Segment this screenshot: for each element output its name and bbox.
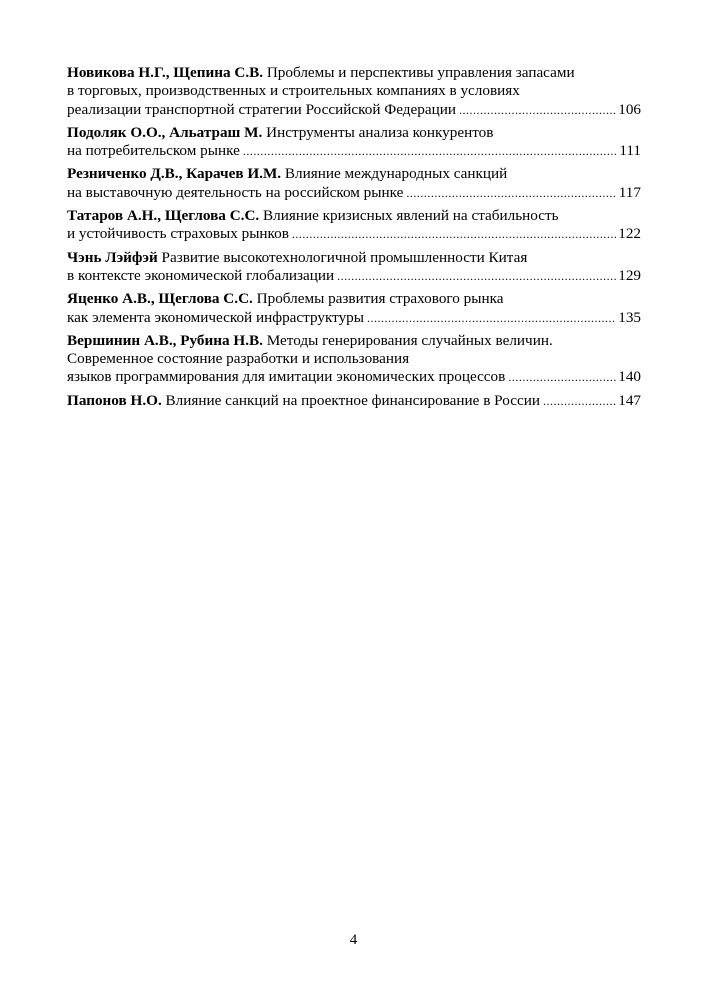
toc-entry-authors: Папонов Н.О. [67,391,162,409]
toc-entry[interactable] [67,124,641,161]
toc-entry-page: 122 [618,225,641,243]
toc-entry-authors: Новикова Н.Г., Щепина С.В. [67,64,264,81]
toc-entry-authors: Чэнь Лэйфэй [67,248,158,266]
toc-entry-title: Влияние международных санкций [284,165,508,183]
toc-entry-page: 106 [618,100,641,118]
toc-entry-line [67,290,641,308]
toc-entry[interactable] [67,290,641,327]
toc-entry-page: 135 [618,308,641,326]
toc-entry-line [67,309,641,327]
toc-entry-authors: Вершинин А.В., Рубина Н.В. [67,331,263,349]
toc-entry-title: и устойчивость страховых рынков [67,225,289,243]
toc-entry[interactable] [67,165,641,202]
toc-entry-authors: Подоляк О.О., Альатраш М. [67,123,263,141]
toc-entry-line [67,124,641,142]
toc-entry[interactable] [67,249,641,286]
toc-entry-authors: Яценко А.В., Щеглова С.С. [67,290,253,308]
toc-entry-title: Влияние кризисных явлений на стабильность [263,207,559,225]
toc-entry[interactable] [67,332,641,387]
toc-entry-title: Инструменты анализа конкурентов [266,123,494,141]
toc-entry-page: 111 [619,142,641,160]
dot-leader [243,142,618,160]
toc-entry-authors: Резниченко Д.В., Карачев И.М. [67,165,282,183]
toc-entry-line [67,184,641,202]
toc-entry-title: Развитие высокотехнологичной промышленности Китая [161,248,528,266]
toc-entry-line [67,207,641,225]
dot-leader [367,309,616,327]
toc-entry-title: как элемента экономической инфраструктуры [67,308,364,326]
dot-leader [292,225,616,243]
page-number: 4 [349,932,358,948]
toc-entry-authors: Татаров А.Н., Щеглова С.С. [67,207,260,225]
toc-entry-line [67,392,641,410]
toc-entry-line [67,249,641,267]
toc-entry-line [67,225,641,243]
toc-entry-title: Проблемы и перспективы управления запасами [266,64,575,81]
toc-entry-title: Влияние санкций на проектное финансирование в России [165,391,540,409]
toc-entry-line [67,82,641,100]
toc-entry-line [67,368,641,386]
toc-entry-line [67,350,641,368]
dot-leader [406,184,616,202]
toc-entry-line [67,332,641,350]
dot-leader [459,101,616,119]
toc-entry-title: на выставочную деятельность на российском рынке [67,183,404,201]
toc-entry-line [67,267,641,285]
toc-entry-title: в контексте экономической глобализации [67,266,335,284]
table-of-contents [67,64,641,415]
toc-entry-line [67,142,641,160]
toc-entry-page: 117 [618,183,641,201]
toc-entry[interactable] [67,392,641,410]
toc-entry-line [67,165,641,183]
toc-entry[interactable] [67,207,641,244]
toc-entry-page: 129 [618,266,641,284]
toc-entry-page: 147 [618,391,641,409]
toc-entry-page: 140 [618,368,641,386]
toc-entry-line [67,64,641,82]
toc-entry-title: Проблемы развития страхового рынка [256,290,504,308]
toc-entry-title: в торговых, производственных и строительных компаниях в условиях [67,82,520,100]
toc-entry-title: реализации транспортной стратегии Российской Федерации [67,100,456,118]
toc-entry-title: языков программирования для имитации экономических процессов [67,368,506,386]
toc-entry-line [67,101,641,119]
toc-entry[interactable] [67,64,641,119]
toc-entry-title: на потребительском рынке [67,142,240,160]
toc-entry-title: Методы генерирования случайных величин. [266,331,553,349]
toc-entry-title: Современное состояние разработки и использования [67,350,410,368]
dot-leader [508,368,616,386]
dot-leader [337,267,616,285]
dot-leader [543,392,616,410]
